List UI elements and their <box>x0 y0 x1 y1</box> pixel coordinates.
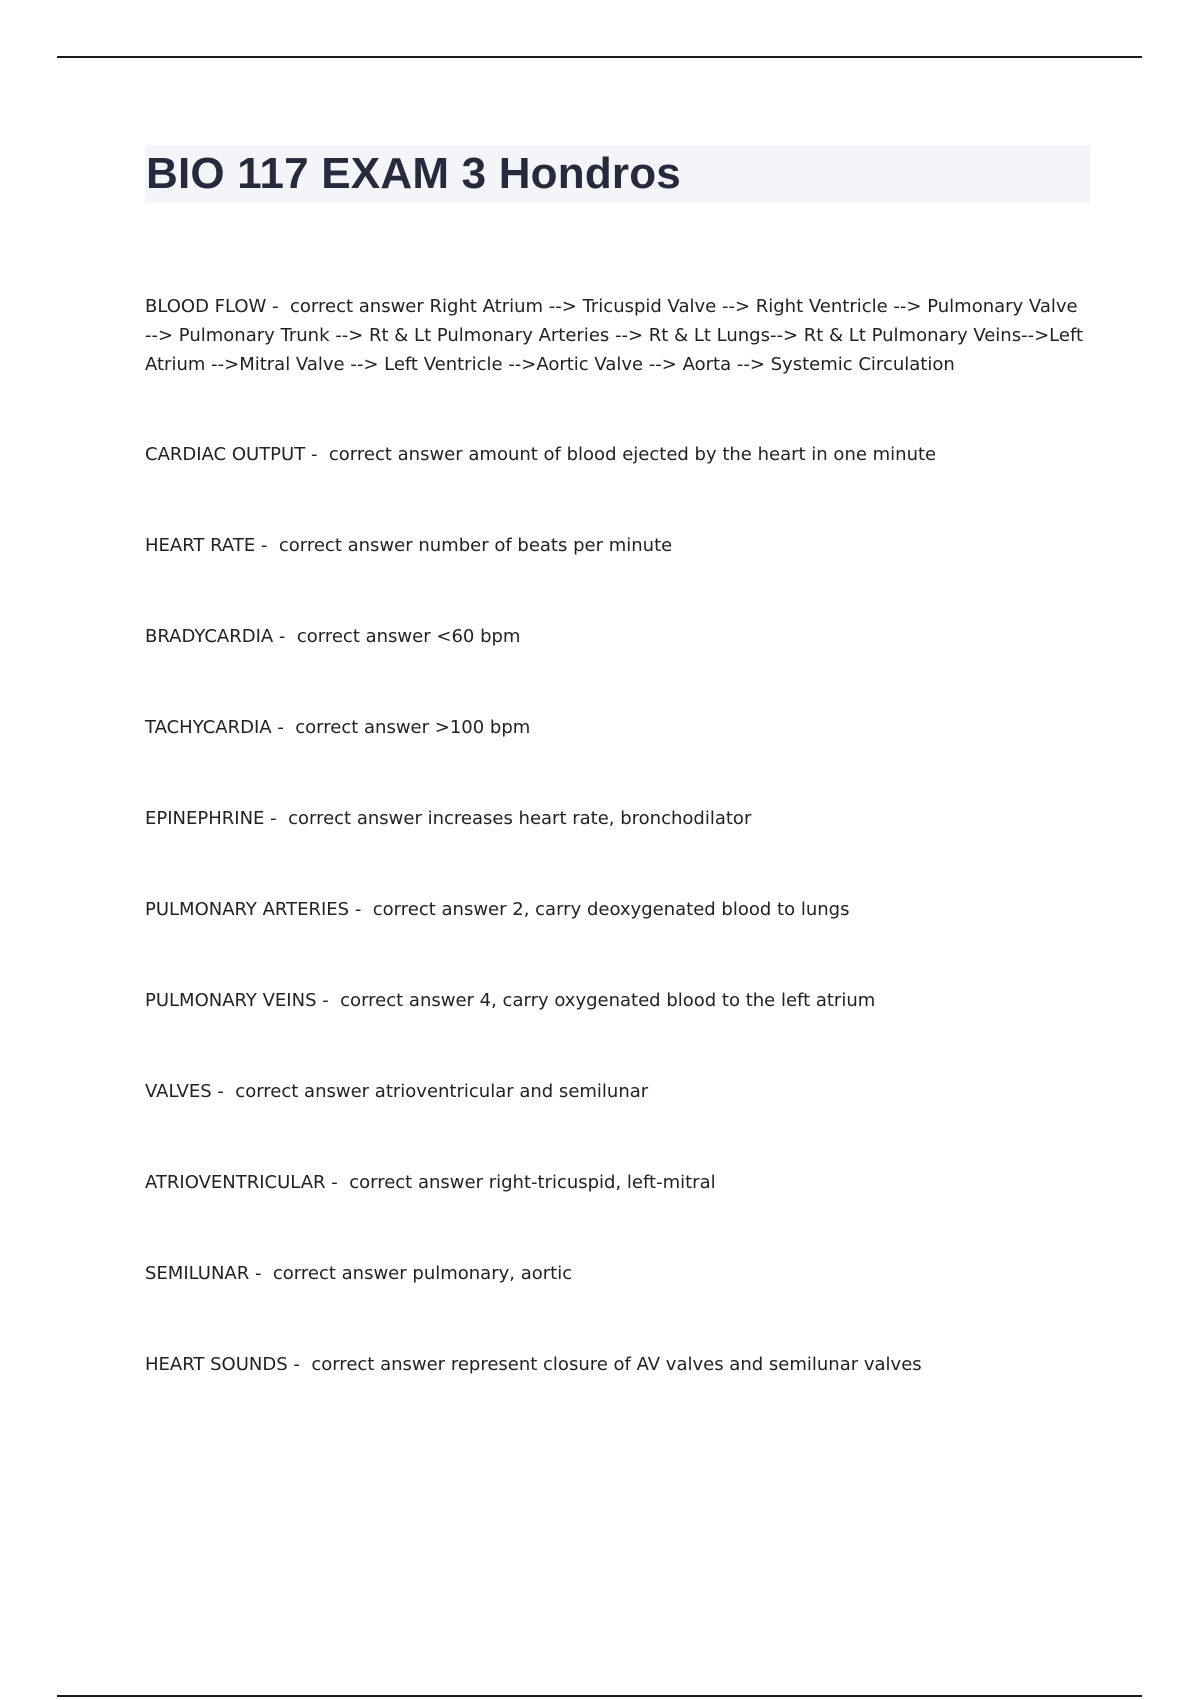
qa-term: HEART SOUNDS <box>145 1354 288 1375</box>
qa-separator: - correct answer <box>287 1354 451 1375</box>
qa-separator: - correct answer <box>271 717 435 738</box>
document-title: BIO 117 EXAM 3 Hondros <box>146 149 681 198</box>
qa-item-pulmonary-veins <box>145 986 1085 1015</box>
qa-separator: - correct answer <box>305 444 469 465</box>
qa-answer: increases heart rate, bronchodilator <box>427 808 752 829</box>
qa-term: SEMILUNAR <box>145 1263 250 1284</box>
qa-answer: Right Atrium --> Tricuspid Valve --> Right Ventricle --> Pulmonary Valve --> Pulmonary Trunk --> Rt & Lt Pulmonary Arteries --> Rt & Lt Lungs--> Rt & Lt Pulmonary Veins-->Left Atrium -->Mitral Valve --> Left Ventricle -->Aortic Valve --> Aorta --> Systemic Circulation <box>145 296 1084 375</box>
qa-item-blood-flow <box>145 292 1085 379</box>
qa-separator: - correct answer <box>255 535 419 556</box>
qa-item-heart-sounds <box>145 1350 1085 1379</box>
qa-term: HEART RATE <box>145 535 256 556</box>
qa-term: ATRIOVENTRICULAR <box>145 1172 326 1193</box>
qa-separator: - correct answer <box>273 626 437 647</box>
qa-term: BLOOD FLOW <box>145 296 267 317</box>
qa-item-heart-rate <box>145 531 1085 560</box>
qa-answer: <60 bpm <box>436 626 521 647</box>
qa-separator: - correct answer <box>211 1081 375 1102</box>
qa-item-tachycardia <box>145 713 1085 742</box>
qa-answer: right-tricuspid, left-mitral <box>488 1172 716 1193</box>
qa-term: PULMONARY ARTERIES <box>145 899 350 920</box>
qa-answer: pulmonary, aortic <box>412 1263 573 1284</box>
qa-answer: amount of blood ejected by the heart in one minute <box>468 444 937 465</box>
qa-term: CARDIAC OUTPUT <box>145 444 306 465</box>
qa-term: PULMONARY VEINS <box>145 990 317 1011</box>
top-divider <box>57 56 1142 58</box>
qa-item-atrioventricular <box>145 1168 1085 1197</box>
qa-item-semilunar <box>145 1259 1085 1288</box>
qa-term: BRADYCARDIA <box>145 626 274 647</box>
qa-list <box>145 292 1085 1379</box>
qa-separator: - correct answer <box>316 990 480 1011</box>
qa-answer: 2, carry deoxygenated blood to lungs <box>512 899 850 920</box>
qa-term: EPINEPHRINE <box>145 808 265 829</box>
qa-term: VALVES <box>145 1081 212 1102</box>
qa-answer: atrioventricular and semilunar <box>374 1081 649 1102</box>
qa-item-cardiac-output <box>145 440 1085 469</box>
title-banner <box>145 145 1090 203</box>
qa-item-epinephrine <box>145 804 1085 833</box>
qa-answer: number of beats per minute <box>418 535 673 556</box>
bottom-divider <box>57 1695 1142 1697</box>
qa-answer: represent closure of AV valves and semilunar valves <box>450 1354 922 1375</box>
qa-separator: - correct answer <box>349 899 513 920</box>
qa-separator: - correct answer <box>325 1172 489 1193</box>
qa-separator: - correct answer <box>249 1263 413 1284</box>
qa-item-valves <box>145 1077 1085 1106</box>
qa-item-pulmonary-arteries <box>145 895 1085 924</box>
qa-item-bradycardia <box>145 622 1085 651</box>
qa-term: TACHYCARDIA <box>145 717 272 738</box>
qa-separator: - correct answer <box>266 296 430 317</box>
qa-answer: 4, carry oxygenated blood to the left atrium <box>479 990 876 1011</box>
qa-answer: >100 bpm <box>434 717 531 738</box>
qa-separator: - correct answer <box>264 808 428 829</box>
